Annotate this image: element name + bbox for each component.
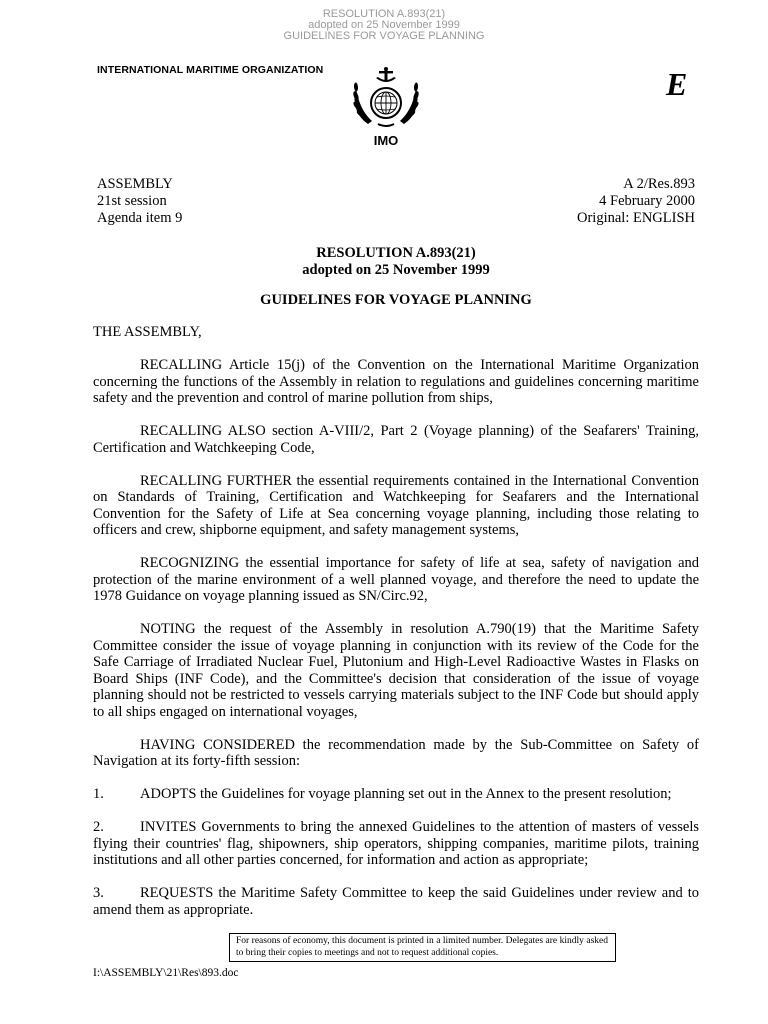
preamble-paragraph: RECOGNIZING the essential importance for safety of life at sea, safety of navigation and protection of the marine environment of a well planned voyage, and therefore the need to update the 1978 Guidance on voyage planning issued as SN/Circ.92, xyxy=(93,555,699,604)
resolution-number: RESOLUTION A.893(21) xyxy=(316,245,476,261)
imo-emblem-icon xyxy=(348,66,424,130)
paragraph-text: INVITES Governments to bring the annexed Guidelines to the attention of masters of vessels flying their countries' flag, shipowners, ship operators, shipping companies, maritime pilots, training institutions and all other parties concerned, for information and action as appropriate; xyxy=(93,819,699,868)
meta-agenda-item: Agenda item 9 xyxy=(97,210,183,226)
meta-document-symbol: A 2/Res.893 xyxy=(623,176,695,192)
operative-paragraph xyxy=(93,786,699,803)
operative-paragraph xyxy=(93,885,699,918)
preamble-paragraph: HAVING CONSIDERED the recommendation made by the Sub-Committee on Safety of Navigation at its forty-fifth session: xyxy=(93,736,699,769)
preamble-paragraph: RECALLING Article 15(j) of the Convention on the International Maritime Organization concerning the functions of the Assembly in relation to regulations and guidelines concerning maritime safety and the prevention and control of marine pollution from ships, xyxy=(93,357,699,406)
organization-abbreviation: IMO xyxy=(373,133,399,148)
opening-line: THE ASSEMBLY, xyxy=(93,324,202,340)
paragraph-number: 3. xyxy=(93,885,104,901)
file-path-footer: I:\ASSEMBLY\21\Res\893.doc xyxy=(93,967,239,979)
watermark-line-3: GUIDELINES FOR VOYAGE PLANNING xyxy=(283,30,485,42)
preamble-paragraph: RECALLING FURTHER the essential requirements contained in the International Convention on Standards of Training, Certification and Watchkeeping for Seafarers and the International Convention for the Safety of Life at Sea concerning voyage planning, including those relating to officers and crew, shipborne equipment, and safety management systems, xyxy=(93,472,699,538)
language-code: E xyxy=(666,66,688,102)
meta-right-block xyxy=(577,176,695,227)
paragraph-number: 2. xyxy=(93,819,104,835)
resolution-adoption-date: adopted on 25 November 1999 xyxy=(302,262,490,278)
meta-session: 21st session xyxy=(97,193,167,209)
resolution-subject: GUIDELINES FOR VOYAGE PLANNING xyxy=(260,292,532,308)
watermark-line-1: RESOLUTION A.893(21) xyxy=(322,8,446,20)
meta-left-block xyxy=(97,176,182,227)
operative-paragraph xyxy=(93,819,699,869)
organization-name: INTERNATIONAL MARITIME ORGANIZATION xyxy=(97,64,324,76)
paragraph-text: ADOPTS the Guidelines for voyage planning set out in the Annex to the present resolution; xyxy=(140,786,672,802)
document-watermark xyxy=(0,9,768,42)
preamble-paragraph: RECALLING ALSO section A-VIII/2, Part 2 (Voyage planning) of the Seafarers' Training, Certification and Watchkeeping Code, xyxy=(93,423,699,456)
meta-original-language: Original: ENGLISH xyxy=(577,210,695,226)
paragraph-text: REQUESTS the Maritime Safety Committee to keep the said Guidelines under review and to amend them as appropriate. xyxy=(93,885,699,918)
economy-notice-box: For reasons of economy, this document is printed in a limited number. Delegates are kindly asked to bring their copies to meetings and not to request additional copies. xyxy=(229,933,616,962)
meta-date: 4 February 2000 xyxy=(599,193,695,209)
meta-body: ASSEMBLY xyxy=(97,176,173,192)
resolution-body xyxy=(93,324,699,935)
watermark-line-2: adopted on 25 November 1999 xyxy=(308,19,460,31)
paragraph-number: 1. xyxy=(93,786,104,802)
preamble-paragraph: NOTING the request of the Assembly in resolution A.790(19) that the Maritime Safety Committee consider the issue of voyage planning in conjunction with its review of the Code for the Safe Carriage of Irradiated Nuclear Fuel, Plutonium and High-Level Radioactive Wastes in Flasks on Board Ships (INF Code), and the Committee's decision that consideration of the issue of voyage planning should not be restricted to vessels carrying materials subject to the INF Code but should apply to all ships engaged on international voyages, xyxy=(93,621,699,720)
